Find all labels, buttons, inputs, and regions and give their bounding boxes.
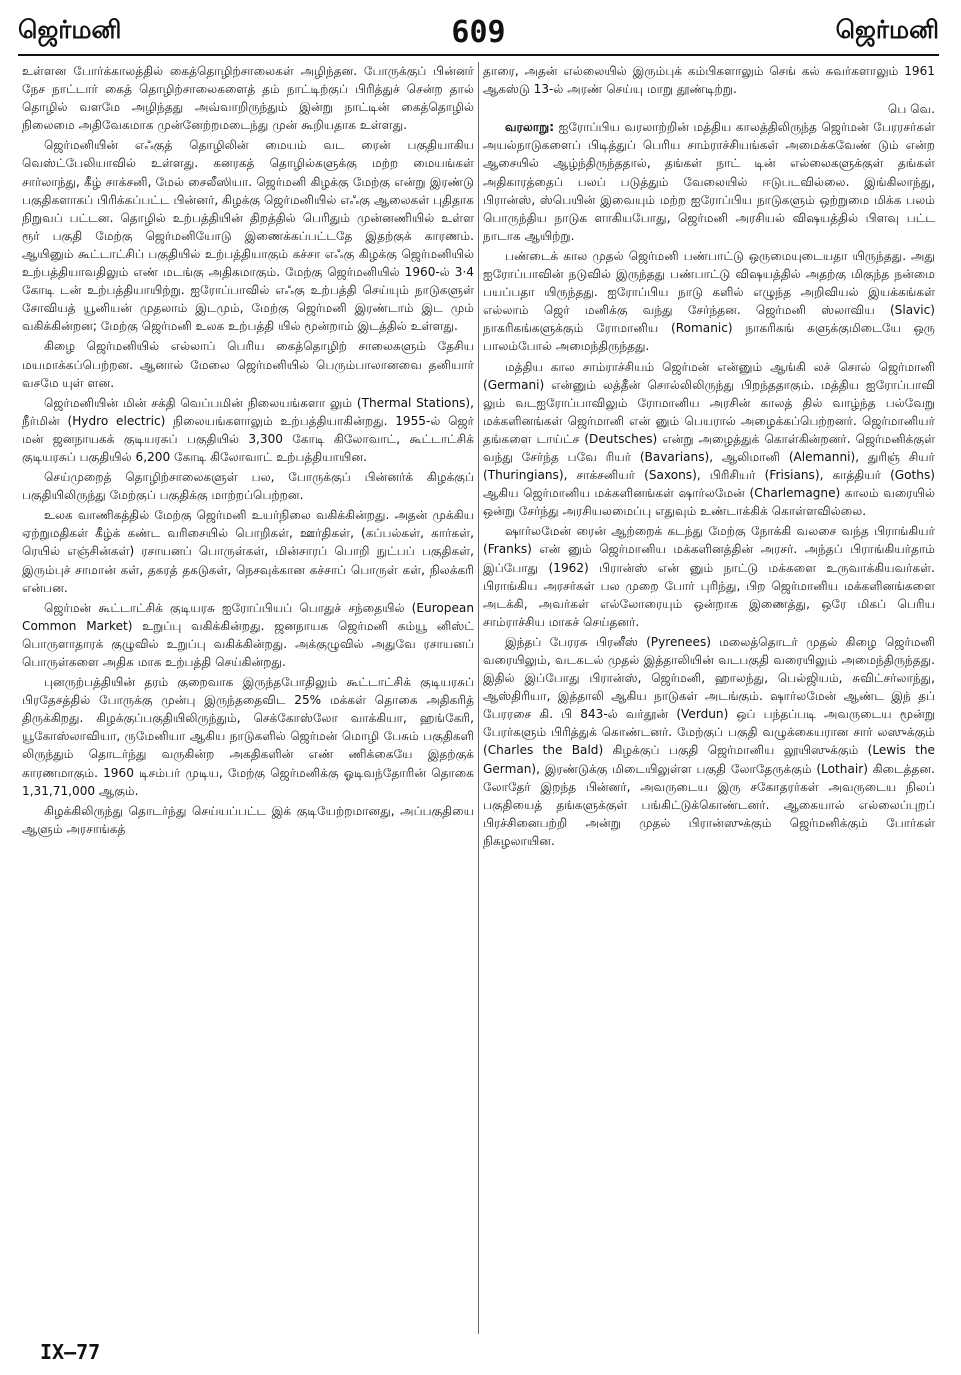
text-columns — [22, 62, 935, 1334]
section-lead: வரலாறு: — [505, 120, 555, 135]
running-title-right: ஜெர்மனி — [835, 15, 939, 44]
paragraph-history — [483, 118, 935, 245]
right-column — [483, 62, 935, 1334]
paragraph: மத்திய கால சாம்ராச்சியம் ஜெர்மன் என்னும் ஆங்கி லச் சொல் ஜெர்மானி (Germani) என்னும் லத்தீன் சொல்லிலிருந்து பிறந்ததாகும். மத்திய ஐரோப்பாவி லும் வடஐரோப்பாவிலும் ரோமானிய அரசின் காலத் தில் வாழ்ந்த பல்வேறு மக்களினங்கள் ஜெர்மானி என் னும் பெயரால் அழைக்கப்பெற்றனர். ஜெர்மானியர் தங்களை டாய்ட்ச (Deutsches) என்று அழைத்துக் கொள்கின்றனர். ஜெர்மனிக்குள் வந்து சேர்ந்த பவே ரியர் (Bavarians), ஆலிமானி (Alemanni), துரிஞ் சியர் (Thuringians), சாக்சனியர் (Saxons), பிரிசியர் (Frisians), காத்தியர் (Goths) ஆகிய ஜெர்மானிய மக்களினங்கள் ஷார்லமேன் (Charlemagne) காலம் வரையில் ஒன்று சேர்ந்து அரசியலமைப்பு எதுவும் உண்டாக்கிக் கொள்ளவில்லை. — [483, 359, 935, 519]
paragraph: செய்முறைத் தொழிற்சாலைகளுள் பல, போருக்குப் பின்னர்க் கிழக்குப் பகுதியிலிருந்து மேற்குப் பகுதிக்கு மாற்றப்பெற்றன. — [22, 470, 474, 503]
paragraph: ஜெர்மனியின் மின் சக்தி வெப்பமின் நிலையங்களா லும் (Thermal Stations), நீர்மின் (Hydro electric) நிலையங்களாலும் உற்பத்தியாகின்றது. 1955-ல் ஜெர் மன் ஜனநாயகக் குடியரசுப் பகுதியில் 3,300 கோடி கிலோவாட், கூட்டாட்சிக் குடியரசுப் பகுதியில் 6,200 கோடி கிலோவாட் உற்பத்தியாயின. — [22, 395, 474, 464]
paragraph: உலக வாணிகத்தில் மேற்கு ஜெர்மனி உயர்நிலை வகிக்கின்றது. அதன் முக்கிய ஏற்றுமதிகள் கீழ்க் கண்ட வரிசையில் பொறிகள், ஊர்திகள், (கப்பல்கள், கார்கள், ரெயில் எஞ்சின்கள்) ரசாயனப் பொருள்கள், மின்சாரப் பொறி நுட்பப் பகுதிகள், இரும்புச் சாமான் கள், தகரத் தகடுகள், நெசவுக்கான கச்சாப் பொருள் கள், நிலக்கரி என்பன. — [22, 508, 474, 595]
author-signature: பெ வெ. — [887, 102, 935, 117]
paragraph: கிழக்கிலிருந்து தொடர்ந்து செய்யப்பட்ட இக் குடியேற்றமானது, அப்பகுதியை ஆளும் அரசாங்கத் — [22, 803, 474, 836]
paragraph: கிழை ஜெர்மனியில் எல்லாப் பெரிய கைத்தொழிற் சாலைகளும் தேசிய மயமாக்கப்பெற்றன. ஆனால் மேலை ஜெர்மனியில் பெரும்பாலானவை தனியார் வசமே யுள் ளன. — [22, 339, 474, 390]
paragraph: ஜெர்மன் கூட்டாட்சிக் குடியரசு ஐரோப்பியப் பொதுச் சந்தையில் (European Common Market) உறுப்பு வகிக்கின்றது. ஜனநாயக ஜெர்மனி கம்யூ னிஸ்ட் பொருளாதாரக் குழுவில் உறுப்பு வகிக்கின்றது. அக்குழுவில் அதுவே ரசாயனப் பொருள்களை அதிக மாக உற்பத்தி செய்கின்றது. — [22, 600, 474, 669]
paragraph: ஜெர்மனியின் எஃகுத் தொழிலின் மையம் வட ரைன் பகுதியாகிய வெஸ்ட்பேலியாவில் உள்ளது. கனரகத் தொழில்களுக்கு மற்ற மையங்கள் சார்லாந்து, கீழ் சாக்சனி, மேல் சைலீஸியா. ஜெர்மனி கிழக்கு மேற்கு என்று இரண்டு பகுதிகளாகப் பிரிக்கப்பட்ட பின்னர், கிழக்கு ஜெர்மனியில் எஃகு ஆலைகள் புதிதாக நிறுவப் பட்டன. தொழில் உற்பத்தியின் திறத்தில் பெரிதும் முன்னணியில் உள்ள ரூர் பகுதி மேற்கு ஜெர்மனியோடு இணைக்கப்பட்டதே இதற்குக் காரணம். ஆயினும் கூட்டாட்சிப் பகுதியில் உற்பத்தியாகும் கச்சா எஃகு கிழக்கு ஜெர்மனியில் உற்பத்தியாவதிலும் எண் மடங்கு அதிகமாகும். மேற்கு ஜெர்மனியில் 1960-ல் 3·4 கோடி டன் உற்பத்தியாயிற்று. ஐரோப்பாவில் எஃகு உற்பத்தி செய்யும் நாடுகளுள் சோவியத் யூனியன் முதலாம் இடமும், மேற்கு ஜெர்மனி இரண்டாம் இட மும் வகிக்கின்றன; மேற்கு ஜெர்மனி உலக உற்பத்தி யில் மூன்றாம் இடத்தில் உள்ளது. — [22, 138, 474, 334]
left-column — [22, 62, 474, 1334]
paragraph: தாரை, அதன் எல்லையில் இரும்புக் கம்பிகளாலும் செங் கல் சுவர்களாலும் 1961 ஆகஸ்டு 13-ல் அரண் செய்யு மாறு தூண்டிற்று. — [483, 64, 935, 97]
running-title-left: ஜெர்மனி — [18, 15, 122, 44]
paragraph-text: ஐரோப்பிய வரலாற்றின் மத்திய காலத்திலிருந்த ஜெர்மன் பேரரசர்கள் அயல்நாடுகளைப் பிடித்துப் பெரிய சாம்ராச்சியங்கள் அமைக்கவேண் டும் என்ற ஆசையில் ஆழ்ந்திருந்ததால், தங்கள் நாட் டின் எல்லைகளுக்குள் தங்கள் அதிகாரத்தைப் பலப் படுத்தும் வேலையில் ஈடுபடவில்லை. இங்கிலாந்து, பிரான்ஸ், ஸ்பெயின் இவையும் மற்ற ஐரோப்பிய நாடுகளும் ஒற்றுமை மிக்க பலம் பொருந்திய நாடுக ளாகியபோது, ஜெர்மனி அரசியல் விஷயத்தில் பிளவு பட்ட நாடாக ஆயிற்று. — [483, 120, 935, 243]
page-header — [18, 6, 939, 56]
volume-mark: IX—77 — [40, 1340, 101, 1364]
page-number: 609 — [451, 15, 506, 50]
column-divider — [478, 62, 479, 1334]
paragraph: பண்டைக் கால முதல் ஜெர்மனி பண்பாட்டு ஒருமையுடையதா யிருந்தது. அது ஐரோப்பாவின் நடுவில் இருந்தது பண்பாட்டு விஷயத்தில் அதற்கு மிகுந்த நன்மை பயப்பதா யிருந்தது. ஐரோப்பிய நாடு களில் எழுந்த அறிவியல் இயக்கங்கள் எல்லாம் ஜெர் மனிக்கு வந்து சேர்ந்தன. ஜெர்மனி ஸ்லாவிய (Slavic) நாகரிகங்களுக்கும் ரோமானிய (Romanic) நாகரிகங் களுக்குமிடையே ஒரு பாலம்போல் அமைந்திருந்தது. — [483, 248, 935, 354]
paragraph: புனருற்பத்தியின் தரம் குறைவாக இருந்தபோதிலும் கூட்டாட்சிக் குடியரசுப் பிரதேசத்தில் போருக்கு முன்பு இருந்ததைவிட 25% மக்கள் தொகை அதிகரித் திருக்கிறது. கிழக்குப்பகுதியிலிருந்தும், செக்கோஸ்லோ வாக்கியா, ஹங்கேரி, யூகோஸ்லாவியா, ருமேனியா ஆகிய நாடுகளில் ஜெர்மன் மொழி பேசும் பகுதிகளி லிருந்தும் தொடர்ந்து வருகின்ற அகதிகளின் எண் ணிக்கையே இதற்குக் காரணமாகும். 1960 டிசம்பர் முடிய, மேற்கு ஜெர்மனிக்கு ஓடிவந்தோரின் தொகை 1,31,71,000 ஆகும். — [22, 675, 474, 798]
paragraph: இந்தப் பேரரசு பிரனீஸ் (Pyrenees) மலைத்தொடர் முதல் கிழை ஜெர்மனி வரையிலும், வடகடல் முதல் இத்தாலியின் வடபகுதி வரையிலும் அமைந்திருந்தது. இதில் இப்போது பிரான்ஸ், ஜெர்மனி, ஹாலந்து, பெல்ஜியம், சுவிட்சர்லாந்து, ஆஸ்திரியா, இத்தாலி ஆகிய நாடுகள் அடங்கும். ஷார்லமேன் ஆண்ட இந் தப் பேரரசை கி. பி 843-ல் வர்தூன் (Verdun) ஒப் பந்தப்படி அவருடைய மூன்று பேரர்களும் பிரித்துக் கொண்டனர். மேற்குப் பகுதி வழுக்கையரான சார் லஸுக்கும் (Charles the Bald) கிழக்குப் பகுதி ஜெர்மானிய லூயிஸுக்கும் (Lewis the German), இரண்டுக்கு மிடையிலுள்ள பகுதி லோதேருக்கும் (Lothair) கிடைத்தன. லோதேர் இறந்த பின்னர், அவருடைய இரு சகோதரர்கள் அவருடைய நிலப் பகுதியைத் தங்களுக்குள் பங்கிட்டுக்கொண்டனர். ஆகையால் எல்லைப்புறப் பிரச்சினைபற்றி அன்று முதல் பிரான்ஸுக்கும் ஜெர்மனிக்கும் போர்கள் நிகழலாயின. — [483, 634, 935, 848]
paragraph: உள்ளன போர்க்காலத்தில் கைத்தொழிற்சாலைகள் அழிந்தன. போருக்குப் பின்னர் நேச நாட்டார் கைத் தொழிற்சாலைகளைத் தம் நாட்டிற்குப் பிரித்துச் சென்ற தால் தொழில் வளமே அழிந்தது அவ்வாறிருந்தும் இன்று நாட்டின் கைத்தொழில் நிலைமை அதிவேகமாக முன்னேற்றமடைந்து முன் கூறியதாக உள்ளது. — [22, 64, 474, 133]
paragraph: ஷார்லமேன் ரைன் ஆற்றைக் கடந்து மேற்கு நோக்கி வலசை வந்த பிராங்கியர் (Franks) என் னும் ஜெர்மானிய மக்களினத்தின் அரசர். அந்தப் பிராங்கியர்தாம் இப்போது (1962) பிரான்ஸ் என் னும் நாட்டு மக்களை உருவாக்கியவர்கள். பிராங்கிய அரசர்கள் பல முறை போர் புரிந்து, பிற ஜெர்மானிய மக்களினங்களை அடக்கி, அவர்கள் எல்லோரையும் ஒன்றாக இணைத்து, ஒரே மிகப் பெரிய சாம்ராச்சிய மாகச் செய்தனர். — [483, 524, 935, 629]
